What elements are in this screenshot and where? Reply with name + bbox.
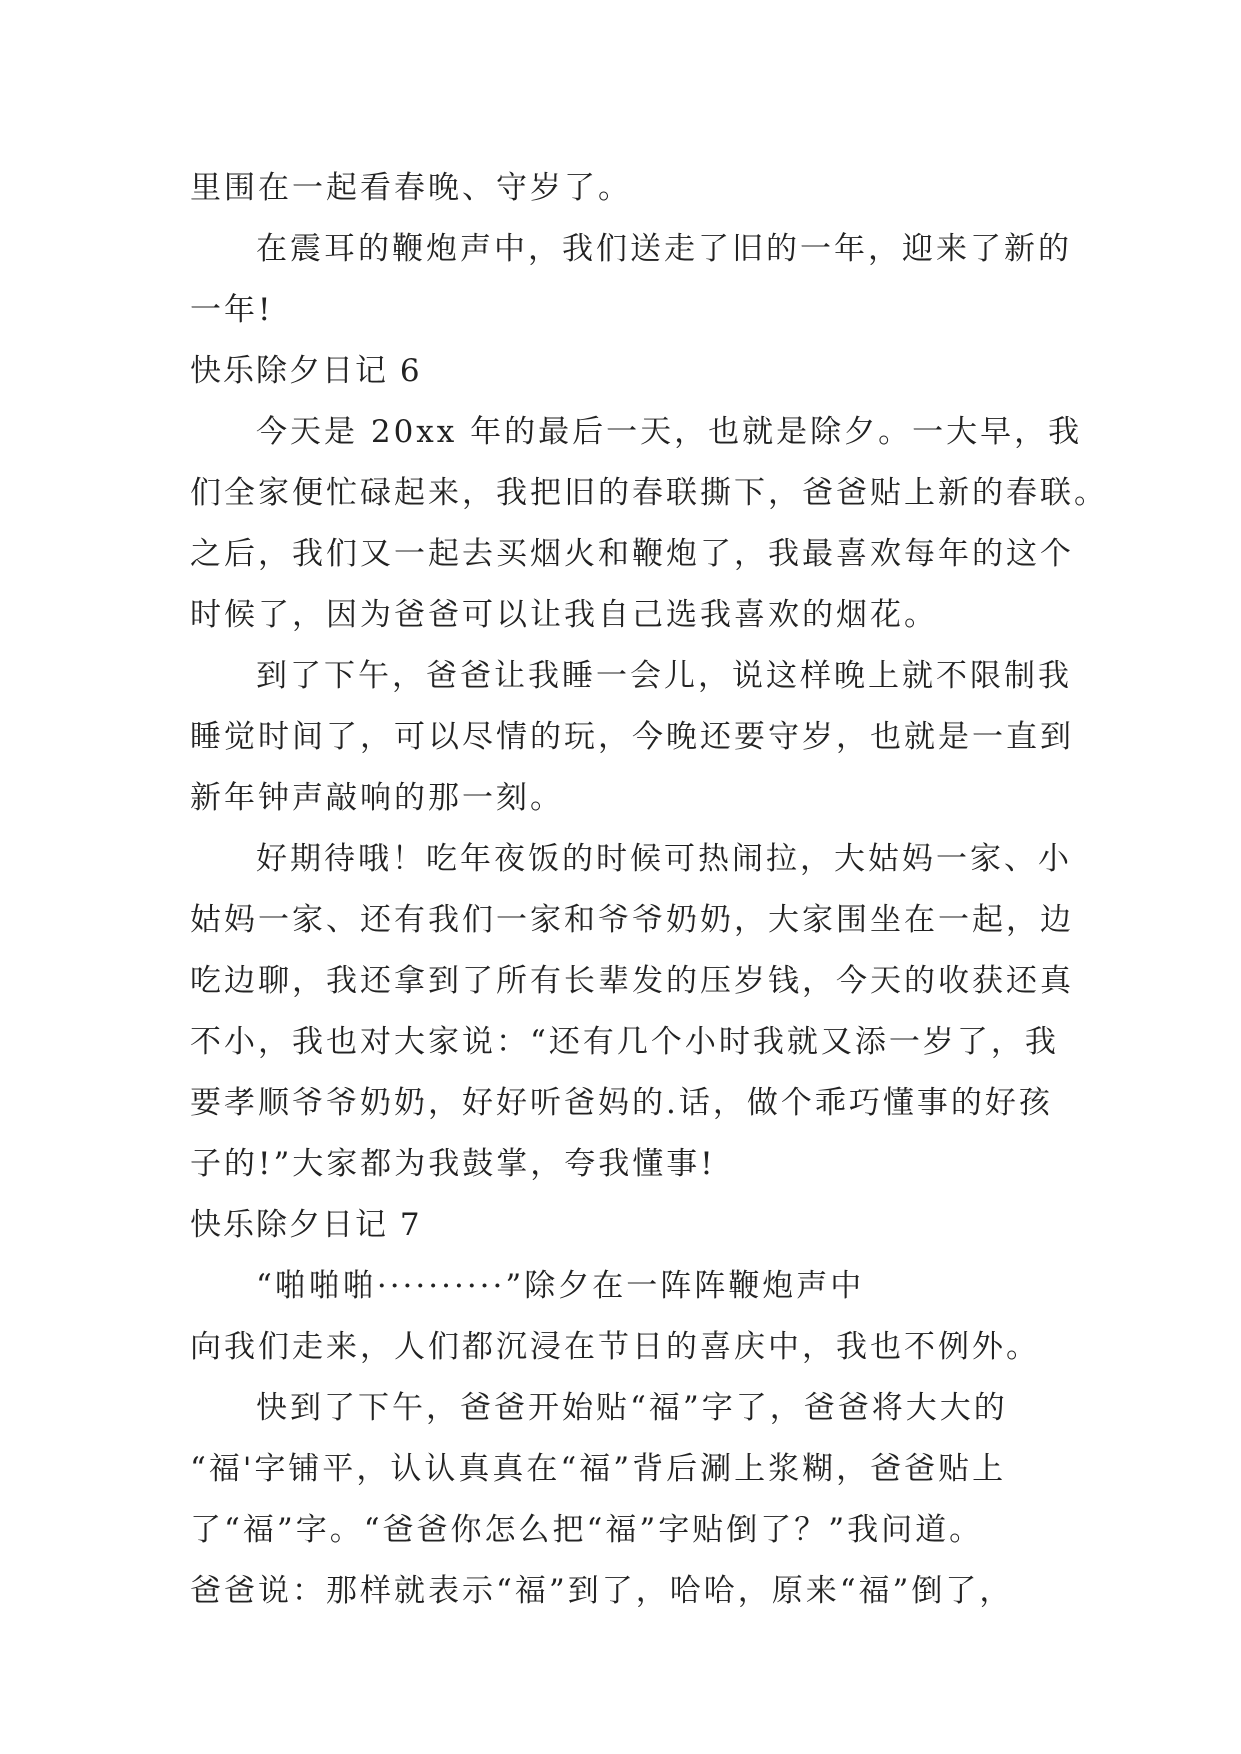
text-line: 要孝顺爷爷奶奶，好好听爸妈的.话，做个乖巧懂事的好孩 [190,1085,1053,1121]
paragraph-start-line: 好期待哦！吃年夜饭的时候可热闹拉，大姑妈一家、小 [256,841,1072,877]
text-line: 了“福”字。“爸爸你怎么把“福”字贴倒了？”我问道。 [190,1512,984,1548]
text-line: 一年! [190,292,274,328]
text-line: 吃边聊，我还拿到了所有长辈发的压岁钱，今天的收获还真 [190,963,1074,999]
text-line: 爸爸说：那样就表示“福”到了，哈哈，原来“福”倒了， [190,1573,1014,1609]
section-heading: 快乐除夕日记 7 [190,1207,422,1243]
text-line: 时候了，因为爸爸可以让我自己选我喜欢的烟花。 [190,597,938,633]
text-line: 不小，我也对大家说：“还有几个小时我就又添一岁了，我 [190,1024,1059,1060]
text-line: 们全家便忙碌起来，我把旧的春联撕下，爸爸贴上新的春联。 [190,475,1108,511]
text-line: 睡觉时间了，可以尽情的玩，今晚还要守岁，也就是一直到 [190,719,1074,755]
paragraph-start-line: 在震耳的鞭炮声中，我们送走了旧的一年，迎来了新的 [256,231,1072,267]
diary-text-body [190,158,1108,1622]
paragraph-start-line: “啪啪啪··········”除夕在一阵阵鞭炮声中 [256,1268,865,1304]
text-line: 姑妈一家、还有我们一家和爷爷奶奶，大家围坐在一起，边 [190,902,1074,938]
text-line: 新年钟声敲响的那一刻。 [190,780,564,816]
text-line: 子的!”大家都为我鼓掌，夸我懂事! [190,1146,716,1182]
text-line: 向我们走来，人们都沉浸在节日的喜庆中，我也不例外。 [190,1329,1040,1365]
section-heading: 快乐除夕日记 6 [190,353,422,389]
text-line: 之后，我们又一起去买烟火和鞭炮了，我最喜欢每年的这个 [190,536,1074,572]
paragraph-start-line: 到了下午，爸爸让我睡一会儿，说这样晚上就不限制我 [256,658,1072,694]
text-line: 里围在一起看春晚、守岁了。 [190,170,632,206]
paragraph-start-line: 快到了下午，爸爸开始贴“福”字了，爸爸将大大的 [256,1390,1008,1426]
paragraph-start-line: 今天是 20xx 年的最后一天，也就是除夕。一大早，我 [256,414,1083,450]
text-line: “福'字铺平，认认真真在“福”背后涮上浆糊，爸爸贴上 [190,1451,1007,1487]
